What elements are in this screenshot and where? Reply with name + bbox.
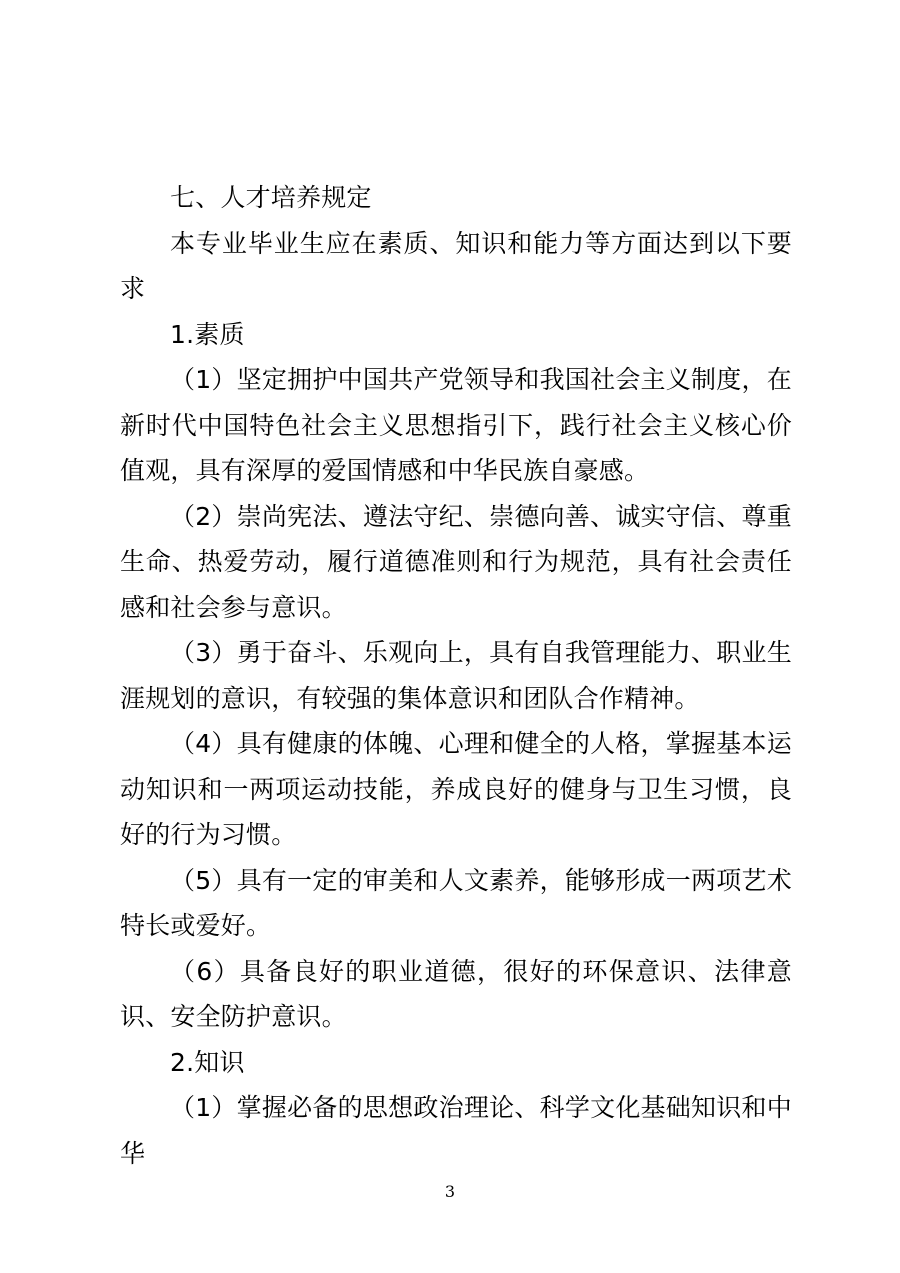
quality-item-1: （1）坚定拥护中国共产党领导和我国社会主义制度，在新时代中国特色社会主义思想指引下，践行社会主义核心价值观，具有深厚的爱国情感和中华民族自豪感。 [120, 365, 792, 485]
intro-paragraph: 本专业毕业生应在素质、知识和能力等方面达到以下要求 [120, 228, 792, 303]
page-number: 3 [444, 1182, 456, 1201]
quality-item-3: （3）勇于奋斗、乐观向上，具有自我管理能力、职业生涯规划的意识，有较强的集体意识和团队合作精神。 [120, 638, 792, 713]
quality-item-4: （4）具有健康的体魄、心理和健全的人格，掌握基本运动知识和一两项运动技能，养成良好的健身与卫生习惯，良好的行为习惯。 [120, 729, 792, 849]
quality-item-6: （6）具备良好的职业道德，很好的环保意识、法律意识、安全防护意识。 [120, 956, 792, 1031]
knowledge-item-1: （1）掌握必备的思想政治理论、科学文化基础知识和中华 [120, 1093, 792, 1168]
subsection-heading-quality: 1.素质 [170, 319, 245, 349]
quality-item-2: （2）崇尚宪法、遵法守纪、崇德向善、诚实守信、尊重生命、热爱劳动，履行道德准则和行为规范，具有社会责任感和社会参与意识。 [120, 501, 792, 622]
quality-item-5: （5）具有一定的审美和人文素养，能够形成一两项艺术特长或爱好。 [120, 865, 792, 940]
section-heading: 七、人才培养规定 [170, 183, 372, 212]
subsection-heading-knowledge: 2.知识 [170, 1047, 245, 1077]
document-body [120, 175, 792, 1176]
